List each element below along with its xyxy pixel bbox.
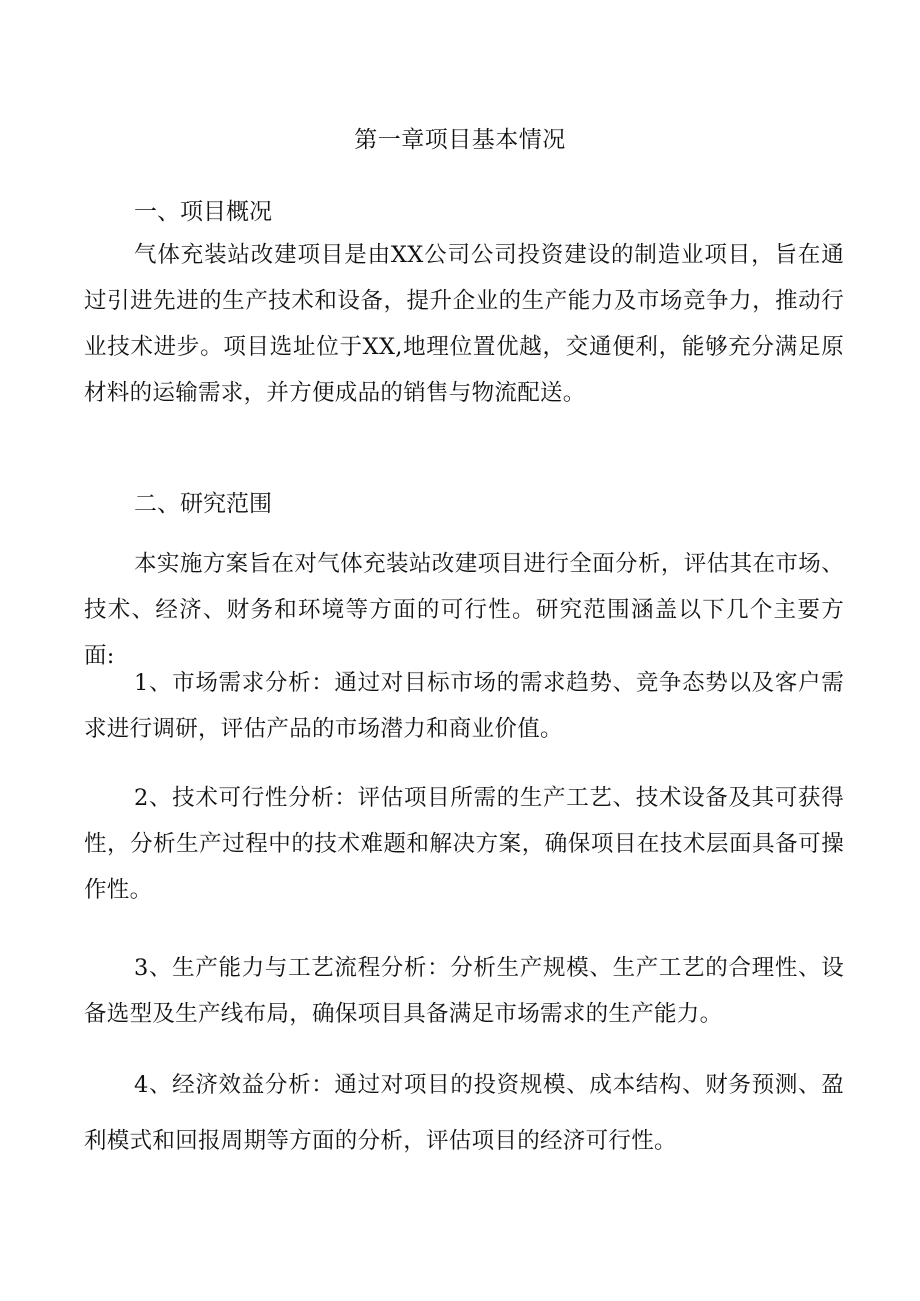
paragraph-technical-feasibility: 2、技术可行性分析：评估项目所需的生产工艺、技术设备及其可获得性，分析生产过程中的技术难题和解决方案，确保项目在技术层面具备可操作性。 (84, 785, 844, 903)
paragraph-overview: 气体充装站改建项目是由XX公司公司投资建设的制造业项目，旨在通过引进先进的生产技术和设备，提升企业的生产能力及市场竞争力，推动行业技术进步。项目选址位于XX,地理位置优越，交通便利，能够充分满足原材料的运输需求，并方便成品的销售与物流配送。 (84, 242, 844, 406)
paragraph-market-analysis: 1、市场需求分析：通过对目标市场的需求趋势、竞争态势以及客户需求进行调研，评估产品的市场潜力和商业价值。 (84, 670, 844, 742)
paragraph-economic-benefit: 4、经济效益分析：通过对项目的投资规模、成本结构、财务预测、盈利模式和回报周期等方面的分析，评估项目的经济可行性。 (84, 1072, 844, 1154)
section-heading-overview: 一、项目概况 (134, 199, 272, 225)
paragraph-scope-intro: 本实施方案旨在对气体充装站改建项目进行全面分析，评估其在市场、技术、经济、财务和环境等方面的可行性。研究范围涵盖以下几个主要方面: (84, 551, 844, 669)
paragraph-production-capacity: 3、生产能力与工艺流程分析：分析生产规模、生产工艺的合理性、设备选型及生产线布局，确保项目具备满足市场需求的生产能力。 (84, 955, 844, 1027)
section-heading-scope: 二、研究范围 (134, 491, 272, 517)
chapter-title: 第一章项目基本情况 (354, 127, 566, 153)
